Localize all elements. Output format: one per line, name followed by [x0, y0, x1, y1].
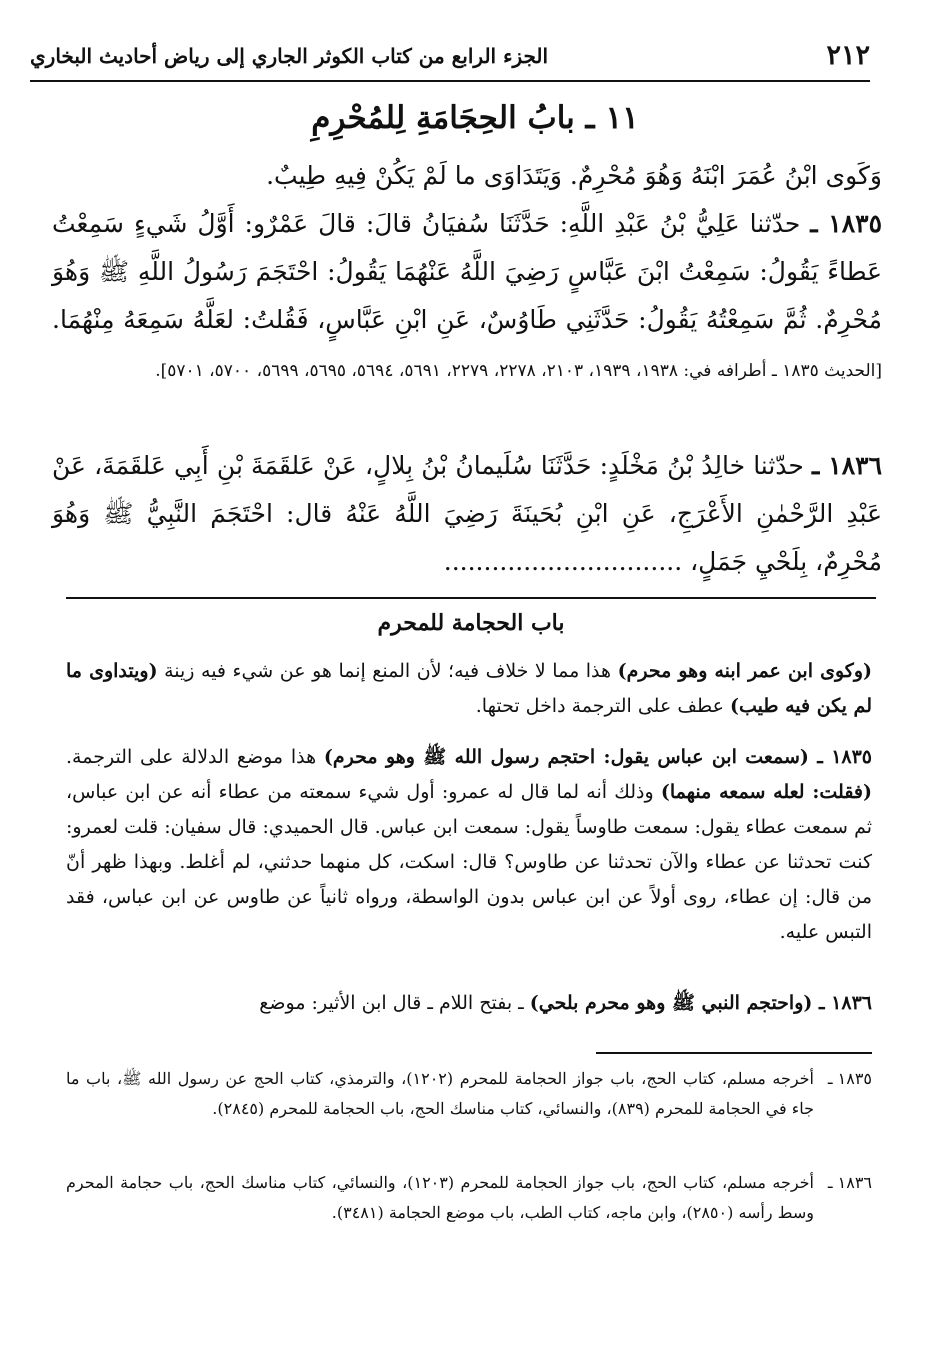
chapter-title: ١١ ـ بابُ الحِجَامَةِ لِلمُحْرِمِ [311, 100, 639, 136]
quoted-text: (ويتداوى ما لم يكن فيه طيب) [66, 660, 872, 717]
footnote-number: ١٨٣٥ ـ [827, 1069, 872, 1088]
footnote-number: ١٨٣٦ ـ [827, 1173, 872, 1192]
running-title: الجزء الرابع من كتاب الكوثر الجاري إلى رياض أحاديث البخاري [30, 44, 549, 68]
commentary-paragraph-3 [66, 986, 872, 1021]
footnote-1835 [66, 1064, 872, 1124]
section-divider [66, 597, 876, 599]
hadith-number: ١٨٣٥ ـ [810, 209, 883, 238]
footnote-divider [596, 1052, 872, 1054]
hadith-1835 [52, 200, 882, 392]
footnote-text: أخرجه مسلم، كتاب الحج، باب جواز الحجامة للمحرم (١٢٠٣)، والنسائي، كتاب مناسك الحج، باب حجامة المحرم وسط رأسه (٢٨٥٠)، وابن ماجه، كتاب الطب، باب موضع الحجامة (٣٤٨١). [66, 1173, 815, 1222]
commentary-text: وذلك أنه لما قال له عمرو: أول شيء سمعته من عطاء أنه عن ابن عباس، ثم سمعت عطاء يقول: سمعت طاوساً يقول: سمعت ابن عباس. قال الحميدي: قال سفيان: قلت لعمرو: كنت تحدثنا عن عطاء والآن تحدثنا عن طاوس؟ قال: اسكت، كل منهما حدثني، لم أغلط. وبهذا ظهر أنّ من قال: إن عطاء، روى أولاً عن ابن عباس بدون الواسطة، ورواه ثانياً عن طاوس عن ابن عباس، فقد التبس عليه. [66, 781, 872, 943]
paragraph-number: ١٨٣٦ ـ [812, 992, 872, 1014]
hadith-text: حدّثنا عَلِيُّ بْنُ عَبْدِ اللَّهِ: حَدَّثَنَا سُفيَانُ قالَ: قالَ عَمْرٌو: أَوَّلُ شَيءٍ سَمِعْتُ عَطاءً يَقُولُ: سَمِعْتُ ابْنَ عَبَّاسٍ رَضِيَ اللَّهُ عَنْهُمَا يَقُولُ: احْتَجَمَ رَسُولُ اللَّهِ ﷺ وَهُوَ مُحْرِمٌ. ثُمَّ سَمِعْتُهُ يَقُولُ: حَدَّثَنِي طَاوُسٌ، عَنِ ابْنِ عَبَّاسٍ، فَقُلتُ: لعَلَّهُ سَمِعَهُ مِنْهُمَا. [52, 209, 882, 334]
hadith-text: حدّثنا خالِدُ بْنُ مَخْلَدٍ: حَدَّثَنَا سُلَيمانُ بْنُ بِلالٍ، عَنْ عَلقَمَةَ بْنِ أَبِي عَلقَمَةَ، عَنْ عَبْدِ الرَّحْمٰنِ الأَعْرَجِ، عَنِ ابْنِ بُحَينَةَ رَضِيَ اللَّهُ عَنْهُ قال: احْتَجَمَ النَّبِيُّ ﷺ وَهُوَ مُحْرِمٌ، بِلَحْيِ جَمَلٍ، .............................. [52, 451, 882, 576]
quoted-text: (فقلت: لعله سمعه منهما) [660, 781, 872, 803]
hadith-number: ١٨٣٦ ـ [812, 451, 882, 480]
commentary-paragraph-2 [66, 740, 872, 950]
page-header [30, 36, 870, 82]
commentary-paragraph-1 [66, 654, 872, 724]
commentary-text: هذا مما لا خلاف فيه؛ لأن المنع إنما هو عن شيء فيه زينة [157, 660, 618, 682]
hadith-1836 [52, 442, 882, 586]
paragraph-number: ١٨٣٥ ـ [808, 746, 873, 768]
chapter-intro-text: وَكَوى ابْنُ عُمَرَ ابْنَهُ وَهُوَ مُحْرِمٌ. وَيَتَدَاوَى ما لَمْ يَكُنْ فِيهِ طِيبٌ. [266, 161, 882, 190]
commentary-text: ـ بفتح اللام ـ قال ابن الأثير: موضع [259, 992, 530, 1014]
commentary-text: هذا موضع الدلالة على الترجمة. [66, 746, 324, 768]
quoted-text: (واحتجم النبي ﷺ وهو محرم بلحي) [529, 992, 813, 1014]
chapter-intro [52, 152, 882, 200]
quoted-text: (سمعت ابن عباس يقول: احتجم رسول الله ﷺ وهو محرم) [323, 746, 809, 768]
commentary-text: عطف على الترجمة داخل تحتها. [475, 695, 730, 717]
footnote-text: أخرجه مسلم، كتاب الحج، باب جواز الحجامة للمحرم (١٢٠٢)، والترمذي، كتاب الحج عن رسول الله ﷺ، باب ما جاء في الحجامة للمحرم (٨٣٩)، والنسائي، كتاب مناسك الحج، باب الحجامة للمحرم (٢٨٤٥). [66, 1069, 814, 1118]
footnote-1836 [66, 1168, 872, 1228]
commentary-title: باب الحجامة للمحرم [377, 610, 565, 636]
hadith-references: [الحديث ١٨٣٥ ـ أطرافه في: ١٩٣٨، ١٩٣٩، ٢١٠٣، ٢٢٧٨، ٢٢٧٩، ٥٦٩١، ٥٦٩٤، ٥٦٩٥، ٥٦٩٩، ٥٧٠٠، ٥٧٠١]. [155, 361, 882, 381]
page-number: ٢١٢ [826, 40, 870, 71]
quoted-text: (وكوى ابن عمر ابنه وهو محرم) [617, 660, 873, 682]
